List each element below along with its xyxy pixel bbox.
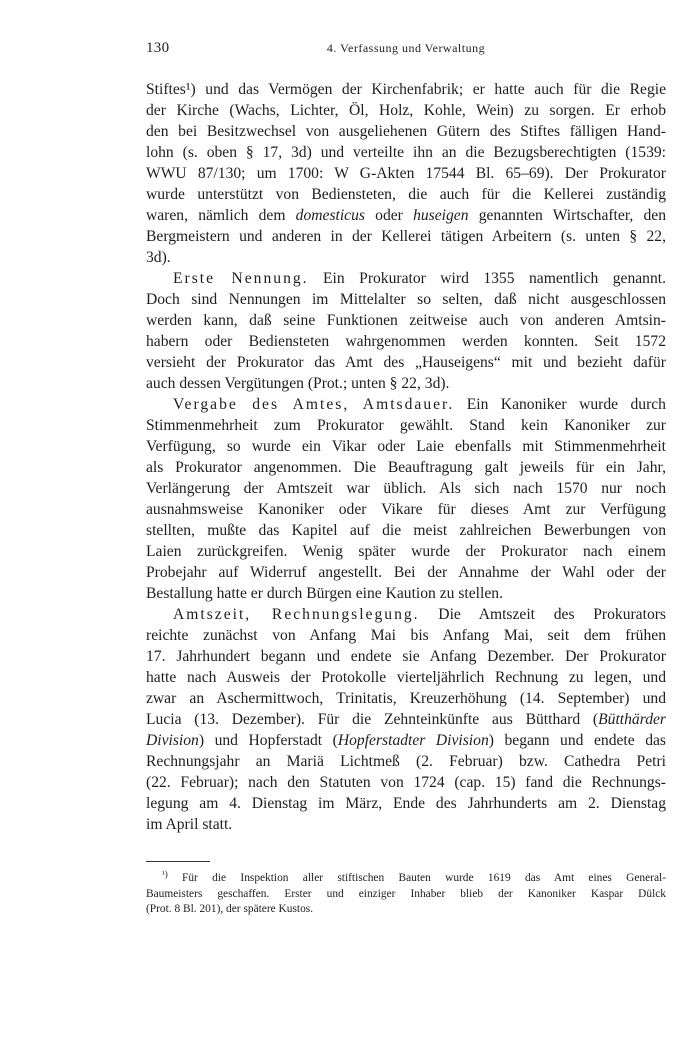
body-text [146,79,666,835]
footnote [146,871,666,918]
text-line: als Prokurator angenommen. Die Beauftragung galt jeweils für ein Jahr, [146,459,666,476]
paragraph-first-line: Amtszeit, Rechnungslegung. Die Amtszeit des Prokurators [173,606,666,623]
text-line: zwar an Aschermittwoch, Trinitatis, Kreuzerhöhung (14. September) und [146,690,666,707]
text-line: waren, nämlich dem domesticus oder huseigen genannten Wirtschafter, den [146,207,666,224]
text-line: lohn (s. oben § 17, 3d) und verteilte ihn an die Bezugsberechtigten (1539: [146,144,666,161]
text-line: Rechnungsjahr an Mariä Lichtmeß (2. Februar) bzw. Cathedra Petri [146,753,666,770]
text-line: im April statt. [146,816,233,833]
text-line: WWU 87/130; um 1700: W G-Akten 17544 Bl. 65–69). Der Prokurator [146,165,666,182]
paragraph-first-line: Vergabe des Amtes, Amtsdauer. Ein Kanoniker wurde durch [173,396,666,413]
text-line: Stiftes¹) und das Vermögen der Kirchenfabrik; er hatte auch für die Regie [146,81,666,98]
text-line: Verlängerung der Amtszeit war üblich. Als sich nach 1570 nur noch [146,480,666,497]
footnote-rule [146,861,210,862]
text-line: habern oder Bediensteten wahrgenommen werden konnten. Seit 1572 [146,333,666,350]
text-line: den bei Besitzwechsel von ausgeliehenen Gütern des Stiftes fälligen Hand- [146,123,666,140]
text-line: Laien zurückgreifen. Wenig später wurde der Prokurator nach einem [146,543,666,560]
italic-term: huseigen [413,207,469,224]
text-line: (22. Februar); nach den Statuten von 1724 (cap. 15) fand die Rechnungs- [146,774,666,791]
text-line: Bergmeistern und anderen in der Kellerei tätigen Arbeitern (s. unten § 22, [146,228,666,245]
text-line: Doch sind Nennungen im Mittelalter so selten, daß nicht ausgeschlossen [146,291,666,308]
text-line: der Kirche (Wachs, Lichter, Öl, Holz, Kohle, Wein) zu sorgen. Er erhob [146,102,666,119]
footnote-line: Baumeisters geschaffen. Erster und einziger Inhaber blieb der Kanoniker Kaspar Dülck [146,887,666,900]
text-line: versieht der Prokurator das Amt des „Hauseigens“ mit und bezieht dafür [146,354,666,371]
text-line: stellten, mußte das Kapitel auf die meist zahlreichen Bewerbungen von [146,522,666,539]
page-number: 130 [146,40,170,56]
text-line: Division) und Hopferstadt (Hopferstadter Division) begann und endete das [146,732,666,749]
text-line: Bestallung hatte er durch Bürgen eine Kaution zu stellen. [146,585,503,602]
text-line: 17. Jahrhundert begann und endete sie Anfang Dezember. Der Prokurator [146,648,666,665]
italic-term: domesticus [295,207,365,224]
italic-term: Hopferstadter Division [337,732,489,749]
text-line: reichte zunächst von Anfang Mai bis Anfang Mai, seit dem frühen [146,627,666,644]
footnote-line: (Prot. 8 Bl. 201), der spätere Kustos. [146,903,314,915]
section-heading: Amtszeit, Rechnungslegung. [173,606,420,623]
section-heading: Vergabe des Amtes, Amtsdauer. [173,396,455,413]
text-line: legung am 4. Dienstag im März, Ende des Jahrhunderts am 2. Dienstag [146,795,666,812]
italic-term: Bütthärder [598,711,666,728]
text-line: Stimmenmehrheit zum Prokurator gewählt. Stand kein Kanoniker zur [146,417,666,434]
italic-term: Division [146,732,199,749]
text-line: wurde unterstützt von Bediensteten, die auch für die Kellerei zuständig [146,186,666,203]
text-line: ausnahmsweise Kanoniker oder Vikare für dieses Amt zur Verfügung [146,501,666,518]
footnote-line: $^{^1)}$ Für die Inspektion aller stiftischen Bauten wurde 1619 das Amt eines General- [162,869,666,884]
section-heading: Erste Nennung. [173,270,309,287]
text-line: hatte nach Ausweis der Protokolle vierteljährlich Rechnung zu legen, und [146,669,666,686]
chapter-title: 4. Verfassung und Verwaltung [326,41,486,55]
text-line: auch dessen Vergütungen (Prot.; unten § 22, 3d). [146,375,450,392]
text-line: werden kann, daß seine Funktionen zeitweise auch von anderen Amtsin- [146,312,666,329]
running-head [146,40,666,60]
text-line: Probejahr auf Widerruf angestellt. Bei der Annahme der Wahl oder der [146,564,666,581]
paragraph-first-line: Erste Nennung. Ein Prokurator wird 1355 namentlich genannt. [173,270,666,287]
text-line: Verfügung, so wurde ein Vikar oder Laie ebenfalls mit Stimmenmehrheit [146,438,666,455]
text-line: Lucia (13. Dezember). Für die Zehnteinkünfte aus Bütthard (Bütthärder [146,711,666,728]
footnote-marker: ¹) [162,869,168,879]
text-line: 3d). [146,249,171,266]
